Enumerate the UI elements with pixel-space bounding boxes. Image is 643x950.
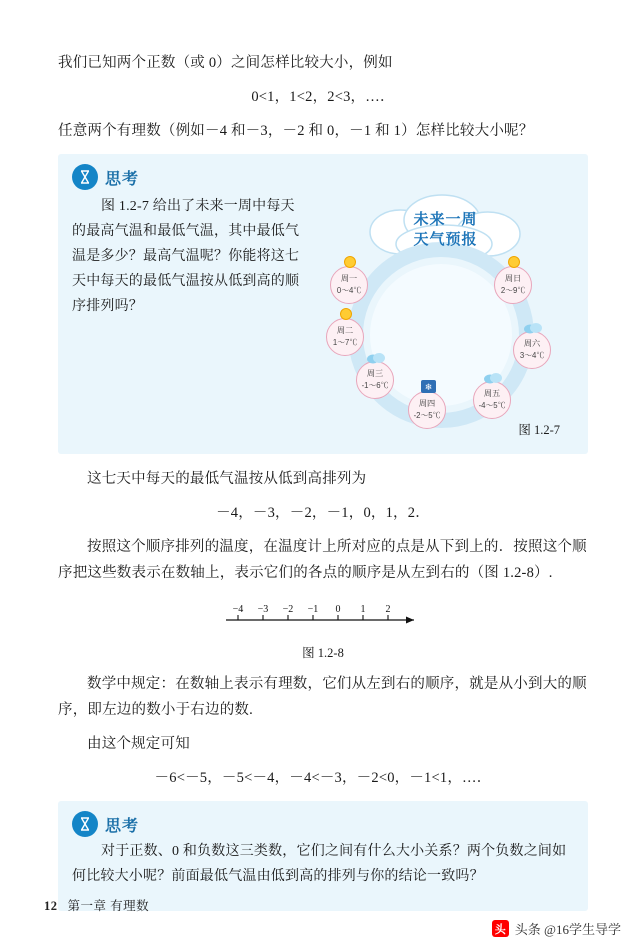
- think-text-2: 对于正数、0 和负数这三类数，它们之间有什么大小关系？两个负数之间如何比较大小呢？前面最低气温由低到高的排列与你的结论一致吗？: [72, 844, 567, 884]
- svg-text:❄: ❄: [424, 382, 433, 392]
- day-item: [513, 331, 553, 369]
- number-line-figure: [58, 600, 588, 639]
- cloud-icon: [482, 368, 504, 386]
- weather-forecast-figure: [308, 186, 570, 438]
- paragraph-intro: 我们已知两个正数（或 0）之间怎样比较大小，例如: [58, 55, 393, 71]
- day-name: 周二: [336, 326, 354, 335]
- day-bubble: [494, 266, 532, 304]
- day-name: 周六: [523, 339, 541, 348]
- watermark: [492, 919, 621, 938]
- day-temp: 2～9℃: [500, 286, 526, 295]
- number-line-graphic: [218, 600, 428, 634]
- day-temp: -4～5℃: [478, 401, 506, 410]
- page-content: [58, 50, 588, 923]
- sun-icon: [503, 253, 525, 271]
- day-name: 周五: [483, 389, 501, 398]
- day-temp: 0～4℃: [336, 286, 362, 295]
- svg-text:−3: −3: [257, 604, 269, 615]
- day-item: [408, 382, 448, 429]
- sun-icon: [339, 253, 361, 271]
- svg-text:1: 1: [360, 604, 366, 615]
- think-text-column-1: [72, 192, 304, 442]
- paragraph-order-explanation: 按照这个顺序排列的温度，在温度计上所对应的点是从下到上的．按照这个顺序把这些数表示在数轴上，表示它们的各点的顺序是从左到右的（图 1.2-8）.: [58, 539, 587, 581]
- banner-line-1: 未来一周: [413, 211, 478, 228]
- day-item: [473, 381, 513, 419]
- day-name: 周日: [504, 274, 522, 283]
- day-temp: 1～7℃: [332, 338, 358, 347]
- snow-icon: [417, 378, 439, 396]
- svg-text:−2: −2: [282, 604, 294, 615]
- day-temp: -1～6℃: [361, 381, 389, 390]
- formula-sorted-temps: －4，－3，－2，－1，0，1，2．: [216, 505, 430, 521]
- weather-figure-column: [308, 192, 574, 442]
- svg-text:−1: −1: [307, 604, 319, 615]
- page-footer: [44, 896, 149, 914]
- hourglass-icon: [72, 164, 98, 190]
- formula-inequalities: －6<－5，－5<－4，－4<－3，－2<0，－1<1，…．: [154, 770, 492, 786]
- page-number: 12: [44, 899, 58, 913]
- day-temp: 3～4℃: [519, 351, 545, 360]
- figure-2-caption: 图 1.2-8: [302, 646, 344, 660]
- think-body-1: [72, 192, 574, 442]
- day-item: [330, 266, 370, 304]
- paragraph-question: 任意两个有理数（例如－4 和－3，－2 和 0，－1 和 1）怎样比较大小呢？: [58, 123, 534, 139]
- cloud-icon: [365, 348, 387, 366]
- chapter-title: 第一章 有理数: [67, 899, 150, 913]
- day-bubble: [326, 318, 364, 356]
- svg-text:2: 2: [385, 604, 391, 615]
- day-name: 周一: [340, 274, 358, 283]
- day-bubble: [473, 381, 511, 419]
- paragraph-rule: 数学中规定：在数轴上表示有理数，它们从左到右的顺序，就是从小到大的顺序，即左边的数小于右边的数.: [58, 676, 587, 718]
- think-box-2: [58, 801, 588, 911]
- day-item: [494, 266, 534, 304]
- think-header-2: [72, 811, 574, 837]
- banner-line-2: 天气预报: [413, 231, 478, 248]
- day-bubble: [330, 266, 368, 304]
- banner-text: [378, 210, 513, 250]
- paragraph-sorted-temps: 这七天中每天的最低气温按从低到高排列为: [87, 471, 367, 487]
- figure-1-caption: 图 1.2-7: [518, 423, 560, 437]
- paragraph-consequence: 由这个规定可知: [87, 736, 190, 752]
- think-box-1: [58, 154, 588, 454]
- day-name: 周三: [366, 369, 384, 378]
- think-label-1: 思考: [105, 170, 140, 188]
- think-text-1: 图 1.2-7 给出了未来一周中每天的最高气温和最低气温，其中最低气温是多少？最高气温呢？你能将这七天中每天的最低气温按从低到高的顺序排列吗？: [72, 199, 300, 314]
- hourglass-icon: [72, 811, 98, 837]
- formula-compare-positives: 0<1，1<2，2<3，…．: [251, 89, 395, 105]
- watermark-text: 头条 @16学生导学: [514, 922, 621, 937]
- cloud-icon: [522, 318, 544, 336]
- think-label-2: 思考: [105, 817, 140, 835]
- svg-text:0: 0: [335, 604, 341, 615]
- svg-text:−4: −4: [232, 604, 244, 615]
- day-bubble: [356, 361, 394, 399]
- day-item: [326, 318, 366, 356]
- day-temp: -2～5℃: [413, 411, 441, 420]
- toutiao-logo-icon: 头: [492, 920, 509, 937]
- day-bubble: [408, 391, 446, 429]
- day-item: [356, 361, 396, 399]
- day-bubble: [513, 331, 551, 369]
- sun-icon: [335, 305, 357, 323]
- day-name: 周四: [418, 399, 436, 408]
